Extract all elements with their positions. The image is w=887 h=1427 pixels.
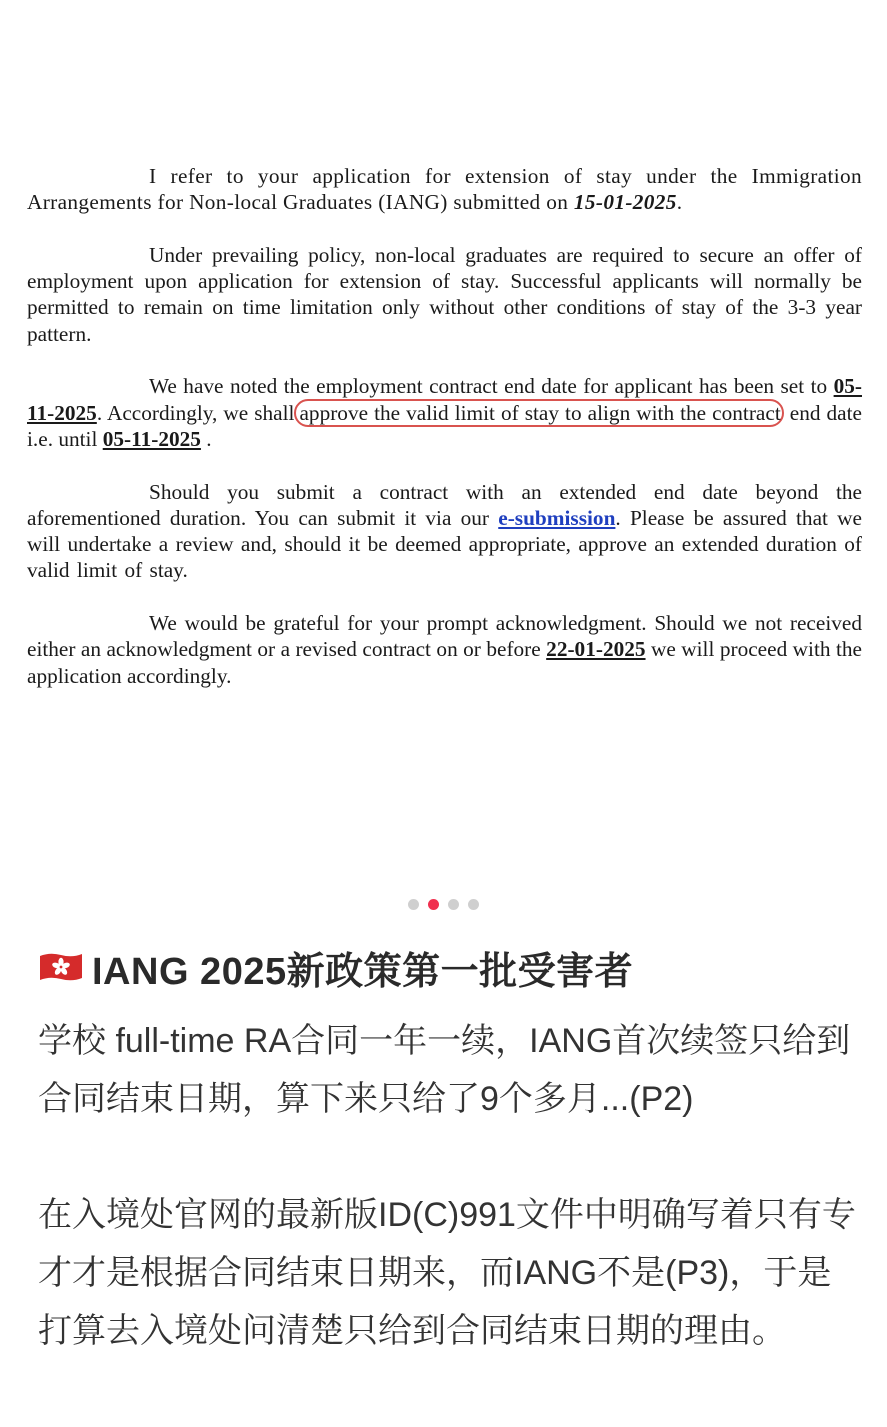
letter-text: . Accordingly, we shall: [96, 400, 295, 425]
letter-text: end date i.e. until: [27, 400, 862, 451]
deadline-date: 22-01-2025: [546, 637, 646, 662]
carousel-pagination: [0, 899, 887, 910]
letter-text: we will proceed with the application accordingly.: [27, 637, 862, 688]
page-dot-2-active[interactable]: [428, 899, 439, 910]
hong-kong-flag-icon: [38, 951, 84, 983]
letter-text: I refer to your application for extension of stay under the Immigration Arrangements for Non-local Graduates (IANG) submitted on: [27, 164, 862, 215]
letter-text: . Please be assured that we will undertake a review and, should it be deemed appropriate, approve an extended duration of valid limit of stay.: [27, 505, 863, 583]
letter-paragraph-4: [27, 479, 862, 584]
page-dot-3[interactable]: [448, 899, 459, 910]
letter-image: [27, 163, 862, 715]
post-paragraph-1: 学校 full-time RA合同一年一续，IANG首次续签只给到合同结束日期，算下来只给了9个多月...(P2): [38, 1022, 851, 1118]
highlighted-phrase: approve the valid limit of stay to align with the contract: [294, 399, 783, 427]
page-dot-4[interactable]: [468, 899, 479, 910]
approved-until-date: 05-11-2025: [102, 426, 201, 451]
page-dot-1[interactable]: [408, 899, 419, 910]
letter-text: We would be grateful for your prompt acknowledgment. Should we not received either an acknowledgment or a revised contract on or before: [27, 611, 862, 662]
letter-paragraph-2: [27, 242, 862, 347]
submitted-date: 15-01-2025: [573, 190, 677, 215]
letter-text: .: [200, 426, 212, 451]
post-title: [38, 942, 633, 992]
letter-text: We have noted the employment contract end date for applicant has been set to: [149, 374, 834, 399]
contract-end-date: 05-11-2025: [27, 374, 862, 425]
letter-paragraph-3: [27, 373, 862, 452]
letter-text: Should you submit a contract with an extended end date beyond the aforementioned duration. You can submit it via our: [27, 479, 862, 530]
post-body: [38, 1012, 858, 1360]
letter-paragraph-5: [27, 610, 862, 689]
paragraph-spacer: [38, 1128, 858, 1186]
letter-text: Under prevailing policy, non-local graduates are required to secure an offer of employment upon application for extension of stay. Successful applicants will normally be permitted to remain on time limitation only without other conditions of stay of the 3-3 year pattern.: [27, 242, 862, 346]
post-paragraph-2: 在入境处官网的最新版ID(C)991文件中明确写着只有专才才是根据合同结束日期来，而IANG不是(P3)，于是打算去入境处问清楚只给到合同结束日期的理由。: [38, 1196, 856, 1350]
e-submission-link: e-submission: [498, 505, 616, 530]
post-title-text: IANG 2025新政策第一批受害者: [92, 950, 634, 993]
letter-paragraph-1: [27, 163, 862, 216]
letter-text: .: [676, 190, 683, 215]
